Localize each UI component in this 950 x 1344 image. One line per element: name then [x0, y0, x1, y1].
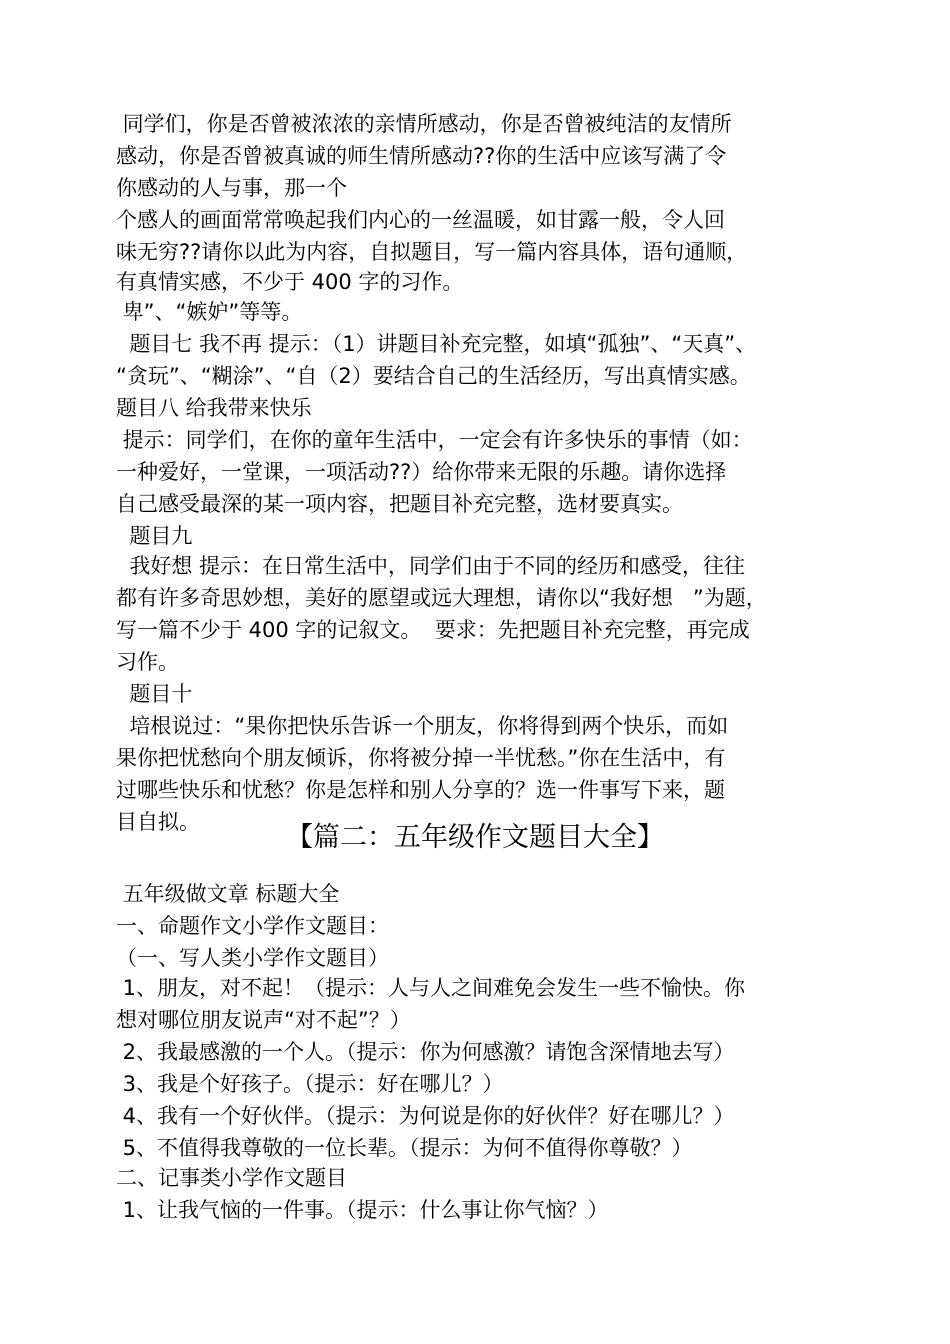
paragraph-line: 写一篇不少于 400 字的记叙文。 要求：先把题目补充完整，再完成 [116, 618, 750, 642]
paragraph-line: 味无穷??请你以此为内容，自拟题目，写一篇内容具体，语句通顺， [116, 240, 748, 264]
paragraph-line: 果你把忧愁向个朋友倾诉，你将被分掉一半忧愁。”你在生活中，有 [116, 746, 726, 770]
paragraph-line: “贪玩”、“糊涂”、“自（2）要结合自己的生活经历，写出真情实感。 [116, 364, 751, 388]
list-line: 一、命题作文小学作文题目： [116, 914, 389, 938]
paragraph-line: 题目七 我不再 提示：（1）讲题目补充完整，如填“孤独”、“天真”、 [116, 332, 757, 356]
list-line: 五年级做文章 标题大全 [116, 882, 340, 906]
paragraph-line: 都有许多奇思妙想，美好的愿望或远大理想，请你以“我好想 ”为题， [116, 586, 767, 610]
paragraph-line: 题目八 给我带来快乐 [116, 396, 312, 420]
paragraph-line: 有真情实感，不少于 400 字的习作。 [116, 270, 464, 294]
paragraph-line: 过哪些快乐和忧愁？你是怎样和别人分享的？选一件事写下来，题 [116, 778, 725, 802]
list-line: 想对哪位朋友说声“对不起”？） [116, 1008, 411, 1032]
paragraph-line: 卑”、“嫉妒”等等。 [116, 300, 303, 324]
section-title: 【篇二：五年级作文题目大全】 [286, 822, 664, 853]
paragraph-line: 个感人的画面常常唤起我们内心的一丝温暖，如甘露一般，令人回 [116, 208, 725, 232]
paragraph-line: 提示：同学们，在你的童年生活中，一定会有许多快乐的事情（如： [116, 428, 753, 452]
list-line: 1、朋友，对不起！（提示：人与人之间难免会发生一些不愉快。你 [116, 976, 746, 1000]
paragraph-line: 题目十 [116, 682, 193, 706]
paragraph-line: 一种爱好，一堂课，一项活动??）给你带来无限的乐趣。请你选择 [116, 460, 727, 484]
list-line: 3、我是个好孩子。（提示：好在哪儿？） [116, 1072, 504, 1096]
list-line: 二、记事类小学作文题目 [116, 1166, 347, 1190]
paragraph-line: 感动，你是否曾被真诚的师生情所感动??你的生活中应该写满了令 [116, 144, 727, 168]
paragraph-line: 习作。 [116, 650, 179, 674]
paragraph-line: 我好想 提示：在日常生活中，同学们由于不同的经历和感受，往往 [116, 554, 746, 578]
list-line: 4、我有一个好伙伴。（提示：为何说是你的好伙伴？好在哪儿？） [116, 1104, 735, 1128]
paragraph-line: 培根说过：“果你把快乐告诉一个朋友，你将得到两个快乐，而如 [116, 714, 729, 738]
paragraph-line: 目自拟。 [116, 810, 200, 834]
list-line: 2、我最感激的一个人。（提示：你为何感激？请饱含深情地去写） [116, 1040, 735, 1064]
paragraph-line: 题目九 [116, 524, 193, 548]
paragraph-line: 你感动的人与事，那一个 [116, 176, 347, 200]
paragraph-line: 同学们，你是否曾被浓浓的亲情所感动，你是否曾被纯洁的友情所 [116, 112, 732, 136]
list-line: 1、让我气恼的一件事。（提示：什么事让你气恼？） [116, 1198, 609, 1222]
list-line: 5、不值得我尊敬的一位长辈。（提示：为何不值得你尊敬？） [116, 1136, 693, 1160]
list-line: （一、写人类小学作文题目） [116, 946, 389, 970]
paragraph-line: 自己感受最深的某一项内容，把题目补充完整，选材要真实。 [116, 492, 683, 516]
